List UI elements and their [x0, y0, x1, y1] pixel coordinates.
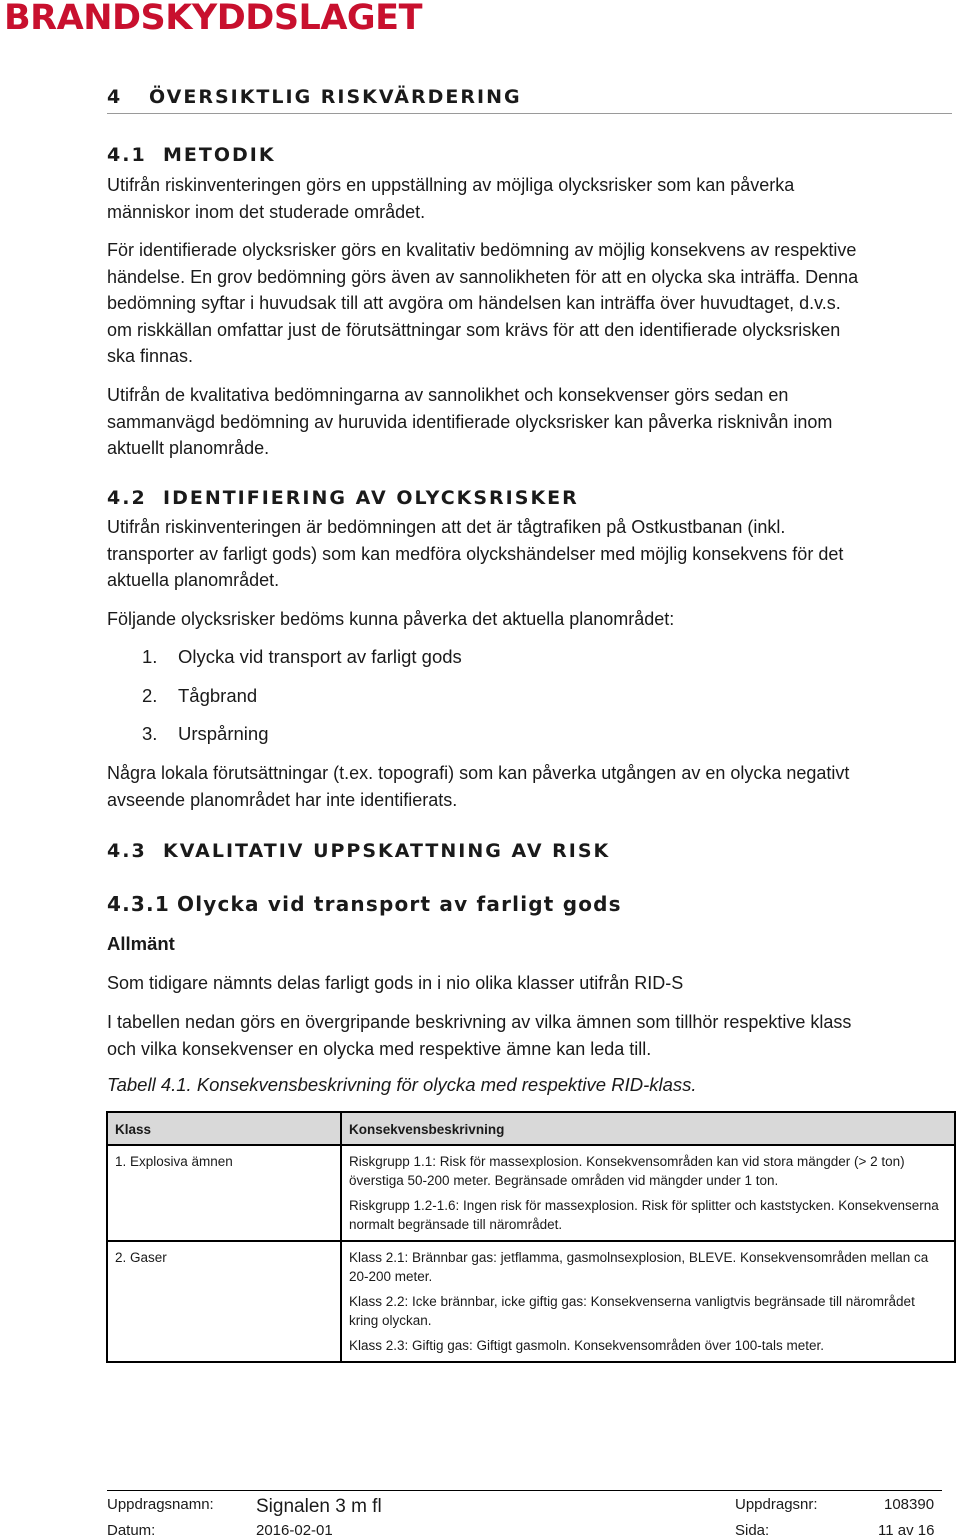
- description-paragraph: Klass 2.3: Giftig gas: Giftigt gasmoln. Konsekvensområden över 100-tals meter.: [349, 1338, 824, 1353]
- table-cell-klass: 1. Explosiva ämnen: [107, 1145, 341, 1241]
- text-line: Utifrån riskinventeringen är bedömningen att det är tågtrafiken på Ostkustbanan (inkl.: [107, 517, 786, 537]
- section-number: 4.3.1: [107, 892, 170, 916]
- table-header-row: [107, 1112, 955, 1145]
- list-item: [142, 723, 269, 745]
- table-row: [107, 1145, 955, 1241]
- section-4-3-1-heading: [107, 892, 622, 916]
- text-line: transporter av farligt gods) som kan medföra olyckshändelser med möjlig konsekvens för det: [107, 543, 844, 564]
- text-line: händelse. En grov bedömning görs även av sannolikheten för att en olycka ska inträffa. Denna: [107, 266, 859, 287]
- list-text: Tågbrand: [178, 685, 258, 706]
- footer-datum-value: 2016-02-01: [256, 1522, 333, 1539]
- paragraph: [107, 237, 952, 370]
- list-item: [142, 685, 257, 707]
- table-cell-description: [341, 1145, 955, 1241]
- section-title: KVALITATIV UPPSKATTNING AV RISK: [163, 840, 611, 862]
- description-paragraph: Klass 2.1: Brännbar gas: jetflamma, gasmolnsexplosion, BLEVE. Konsekvensområden mellan ca 20-200 meter.: [349, 1250, 929, 1284]
- footer-uppdragsnr-value: 108390: [884, 1496, 935, 1513]
- page-footer: [107, 1490, 942, 1539]
- brand-logo: BRANDSKYDDSLAGET: [4, 0, 422, 38]
- section-title: IDENTIFIERING AV OLYCKSRISKER: [163, 487, 579, 509]
- text-line: Utifrån de kvalitativa bedömningarna av sannolikhet och konsekvenser görs sedan en: [107, 385, 789, 405]
- column-header-konsekvens: Konsekvensbeskrivning: [341, 1112, 955, 1145]
- section-4-3-heading: [107, 840, 610, 862]
- column-header-klass: Klass: [107, 1112, 341, 1145]
- text-line: bedömning syftar i huvudsak till att avgöra om händelsen kan inträffa över huvudtaget, d.v.s.: [107, 293, 841, 313]
- footer-uppdragsnr-label: Uppdragsnr:: [735, 1496, 818, 1513]
- paragraph: [107, 1009, 952, 1062]
- list-text: Urspårning: [178, 723, 269, 744]
- footer-uppdragsnamn-value: Signalen 3 m fl: [256, 1496, 382, 1517]
- consequence-table: [106, 1111, 956, 1363]
- footer-datum-label: Datum:: [107, 1522, 156, 1539]
- text-line: avseende planområdet har inte identifierats.: [107, 789, 458, 810]
- description-paragraph: Riskgrupp 1.2-1.6: Ingen risk för massexplosion. Risk för splitter och kaststycken. Konsekvenserna normalt begränsade till närområdet.: [349, 1198, 939, 1232]
- text-line: aktuellt planområde.: [107, 438, 270, 458]
- text-line: För identifierade olycksrisker görs en kvalitativ bedömning av möjlig konsekvens av respektive: [107, 240, 857, 260]
- text-line: människor inom det studerade området.: [107, 201, 426, 222]
- text-line: och vilka konsekvenser en olycka med respektive ämne kan leda till.: [107, 1038, 652, 1059]
- list-item: [142, 646, 462, 668]
- section-title: METODIK: [163, 144, 276, 166]
- paragraph: [107, 172, 952, 225]
- list-number: 2.: [142, 685, 158, 706]
- text-line: Några lokala förutsättningar (t.ex. topografi) som kan påverka utgången av en olycka negativt: [107, 763, 850, 783]
- table-cell-description: [341, 1241, 955, 1362]
- footer-sida-value: 11 av 16: [878, 1522, 935, 1539]
- paragraph: Följande olycksrisker bedöms kunna påverka det aktuella planområdet:: [107, 609, 675, 629]
- list-number: 1.: [142, 646, 158, 667]
- subheading: Allmänt: [107, 933, 175, 954]
- table-caption: Tabell 4.1. Konsekvensbeskrivning för olycka med respektive RID-klass.: [107, 1074, 697, 1095]
- section-4-heading: [107, 86, 952, 114]
- section-title: Olycka vid transport av farligt gods: [177, 892, 622, 916]
- text-line: Utifrån riskinventeringen görs en uppställning av möjliga olycksrisker som kan påverka: [107, 175, 795, 195]
- paragraph: Som tidigare nämnts delas farligt gods in i nio olika klasser utifrån RID-S: [107, 973, 684, 993]
- section-title: ÖVERSIKTLIG RISKVÄRDERING: [149, 86, 522, 108]
- text-line: aktuella planområdet.: [107, 570, 280, 590]
- section-number: 4: [107, 86, 123, 108]
- description-paragraph: Riskgrupp 1.1: Risk för massexplosion. Konsekvensområden kan vid stora mängder (> 2 ton) överstiga 50-200 meter. Begränsade områden vid mängder under 1 ton.: [349, 1154, 905, 1188]
- section-number: 4.1: [107, 144, 147, 166]
- text-line: om riskkällan omfattar just de förutsättningar som krävs för att den identifierade olycksrisken: [107, 319, 841, 340]
- section-number: 4.3: [107, 840, 147, 862]
- description-paragraph: Klass 2.2: Icke brännbar, icke giftig gas: Konsekvenserna vanligtvis begränsade till närområdet kring olyckan.: [349, 1294, 915, 1328]
- text-line: ska finnas.: [107, 346, 194, 366]
- paragraph: [107, 760, 952, 813]
- table-cell-klass: 2. Gaser: [107, 1241, 341, 1362]
- text-line: sammanvägd bedömning av huruvida identifierade olycksrisker kan påverka risknivån inom: [107, 411, 833, 432]
- table-row: [107, 1241, 955, 1362]
- footer-sida-label: Sida:: [735, 1522, 770, 1539]
- list-text: Olycka vid transport av farligt gods: [178, 646, 462, 667]
- section-number: 4.2: [107, 487, 147, 509]
- paragraph: [107, 514, 952, 594]
- section-4-2-heading: [107, 487, 579, 509]
- footer-uppdragsnamn-label: Uppdragsnamn:: [107, 1496, 214, 1513]
- paragraph: [107, 382, 952, 462]
- text-line: I tabellen nedan görs en övergripande beskrivning av vilka ämnen som tillhör respektive klass: [107, 1012, 852, 1032]
- list-number: 3.: [142, 723, 158, 744]
- section-4-1-heading: [107, 144, 276, 166]
